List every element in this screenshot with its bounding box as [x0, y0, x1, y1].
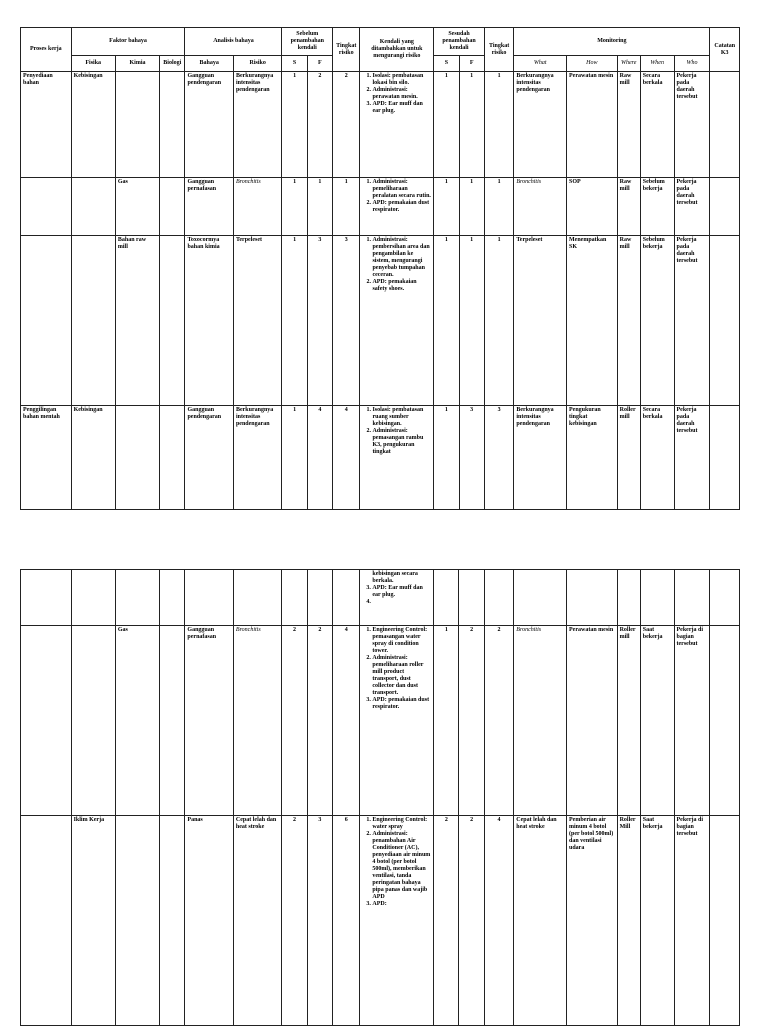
cell-proses: Penyediaan bahan	[21, 72, 72, 178]
cell-risiko: Berkurangnya intensitas pendengaran	[233, 72, 282, 178]
cell-bahaya: Gangguan pernafasan	[185, 178, 233, 236]
cell-kimia	[115, 406, 159, 510]
cell-t1: 1	[333, 178, 360, 236]
cell-bahaya: Toxocormya bahan kimia	[185, 236, 233, 406]
header-tingkat-risiko: Tingkat risiko	[333, 28, 360, 72]
kendali-item: 3. APD: Ear muff dan ear plug.	[372, 585, 431, 599]
cell-s1: 2	[282, 816, 307, 1026]
cell-kimia	[115, 72, 159, 178]
cell-proses	[21, 570, 72, 626]
cell-what: Bronchitis	[514, 178, 567, 236]
cell-proses	[21, 626, 72, 816]
cell-fisika: Kebisingan	[71, 72, 115, 178]
cell-catatan	[710, 570, 740, 626]
risk-table-page-2	[20, 569, 740, 1026]
cell-risiko: Bronchitis	[233, 626, 281, 816]
cell-t2	[484, 570, 514, 626]
cell-catatan	[710, 816, 740, 1026]
header-monitoring: Monitoring	[514, 28, 710, 56]
cell-t2: 4	[484, 816, 514, 1026]
cell-bahaya: Gangguan pendengaran	[185, 406, 233, 510]
cell-f2: 1	[459, 236, 484, 406]
cell-s2: 1	[434, 406, 459, 510]
cell-kendali	[360, 570, 434, 626]
cell-f1: 2	[307, 72, 332, 178]
cell-t2: 1	[484, 236, 514, 406]
header-sesudah: Sesudah penambahan kendali	[434, 28, 485, 56]
header-analisis-bahaya: Analisis bahaya	[185, 28, 282, 56]
header-how: How	[567, 56, 618, 72]
kendali-item: 2. Administrasi: perawatan mesin.	[372, 87, 431, 101]
kendali-item: 2. APD: pemakaian safety shoes.	[372, 279, 431, 293]
cell-what: Bronchitis	[514, 626, 567, 816]
table-row	[21, 236, 740, 406]
kendali-item: 1. Engineering Control: pemasangan water spray di condition tower.	[372, 627, 431, 655]
kendali-list	[362, 179, 431, 214]
cell-where: Roller mill	[617, 406, 640, 510]
cell-fisika	[71, 626, 115, 816]
kendali-list	[362, 407, 431, 456]
cell-catatan	[710, 626, 740, 816]
cell-t1: 4	[333, 406, 360, 510]
cell-what: Terpeleset	[514, 236, 567, 406]
kendali-item: 3. APD:	[372, 901, 431, 908]
kendali-item: 3. APD: Ear muff dan ear plug.	[372, 101, 431, 115]
kendali-item: 2. Administrasi: pemeliharaan roller mill product transport, dust collector dan dust transport.	[372, 655, 431, 697]
cell-fisika: Kebisingan	[71, 406, 115, 510]
cell-how: Perawatan mesin	[567, 72, 618, 178]
kendali-item: 2. Administrasi: pemasangan rambu K3, pengukuran tingkat	[372, 428, 431, 456]
cell-s2: 1	[434, 178, 459, 236]
cell-s2: 1	[434, 72, 459, 178]
cell-risiko: Berkurangnya intensitas pendengaran	[233, 406, 282, 510]
kendali-list	[362, 817, 431, 908]
header-s-2: S	[434, 56, 459, 72]
cell-fisika	[71, 570, 115, 626]
cell-fisika: Iklim Kerja	[71, 816, 115, 1026]
header-fisika: Fisika	[71, 56, 115, 72]
kendali-list	[362, 73, 431, 115]
cell-how: Menempatkan SK	[567, 236, 618, 406]
cell-t2: 1	[484, 72, 514, 178]
table-row	[21, 178, 740, 236]
cell-biologi	[160, 72, 185, 178]
kendali-item: 2. APD: pemakaian dust respirator.	[372, 200, 431, 214]
cell-t1: 2	[333, 72, 360, 178]
cell-what	[514, 570, 567, 626]
kendali-item: 3. APD: pemakaian dust respirator.	[372, 697, 431, 711]
header-tingkat-risiko-2: Tingkat risiko	[484, 28, 514, 72]
cell-s2: 1	[434, 236, 459, 406]
cell-how: SOP	[567, 178, 618, 236]
cell-risiko: Cepat lelah dan heat stroke	[233, 816, 281, 1026]
cell-t1: 3	[333, 236, 360, 406]
cell-kendali	[360, 626, 434, 816]
cell-who	[674, 570, 710, 626]
cell-when	[640, 570, 674, 626]
cell-when: Saat bekerja	[640, 816, 674, 1026]
cell-catatan	[710, 178, 740, 236]
cell-kimia	[115, 816, 159, 1026]
cell-catatan	[710, 236, 740, 406]
header-risiko: Risiko	[233, 56, 282, 72]
kendali-item: 1. Administrasi: pemeliharaan peralatan secara rutin.	[372, 179, 431, 200]
cell-where: Raw mill	[617, 72, 640, 178]
cell-f2: 1	[459, 178, 484, 236]
kendali-list	[362, 627, 431, 711]
cell-f2: 3	[459, 406, 484, 510]
cell-s2	[434, 570, 459, 626]
cell-how: Pemberian air minum 4 botol (per botol 500ml) dan ventilasi udara	[567, 816, 618, 1026]
header-who: Who	[674, 56, 710, 72]
cell-who: Pekerja pada daerah tersebut	[674, 236, 710, 406]
table-row	[21, 72, 740, 178]
header-when: When	[640, 56, 674, 72]
header-catatan: Catatan K3	[710, 28, 740, 72]
table-row	[21, 570, 740, 626]
cell-f1: 3	[307, 236, 332, 406]
cell-t2: 2	[484, 626, 514, 816]
cell-biologi	[160, 816, 185, 1026]
header-s: S	[282, 56, 307, 72]
kendali-item: 1. Isolasi: pembatasan ruang sumber kebisingan.	[372, 407, 431, 428]
cell-where: Raw mill	[617, 236, 640, 406]
cell-f2: 2	[459, 626, 484, 816]
header-kimia: Kimia	[115, 56, 159, 72]
cell-t1	[332, 570, 359, 626]
header-where: Where	[617, 56, 640, 72]
cell-f2: 2	[459, 816, 484, 1026]
cell-who: Pekerja di bagian tersebut	[674, 626, 710, 816]
kendali-item: 2. Administrasi: penambahan Air Conditioner (AC), penyediaan air minum 4 botol (per botol 500ml), memberikan ventilasi, tanda peringatan bahaya pipa panas dan wajib APD	[372, 831, 431, 901]
cell-s1	[282, 570, 307, 626]
cell-kimia: Gas	[115, 178, 159, 236]
cell-kimia	[115, 570, 159, 626]
risk-table-page-1	[20, 27, 740, 510]
cell-catatan	[710, 72, 740, 178]
cell-who: Pekerja pada daerah tersebut	[674, 72, 710, 178]
cell-f2	[459, 570, 484, 626]
cell-where: Raw mill	[617, 178, 640, 236]
cell-biologi	[160, 178, 185, 236]
cell-t2: 1	[484, 178, 514, 236]
cell-when: Sebelum bekerja	[640, 178, 674, 236]
cell-s1: 1	[282, 406, 307, 510]
cell-bahaya: Gangguan pendengaran	[185, 72, 233, 178]
header-bahaya: Bahaya	[185, 56, 233, 72]
header-f: F	[307, 56, 332, 72]
cell-s1: 1	[282, 236, 307, 406]
cell-f1: 4	[307, 406, 332, 510]
kendali-item: 1. Administrasi: pembersihan area dan pengambilan ke sistem, mengurangi penyebab tumpahan ceceran.	[372, 237, 431, 279]
cell-s1: 1	[282, 178, 307, 236]
cell-how: Perawatan mesin	[567, 626, 618, 816]
kendali-item: 1. Engineering Control: water spray	[372, 817, 431, 831]
cell-bahaya: Panas	[185, 816, 233, 1026]
cell-fisika	[71, 236, 115, 406]
cell-biologi	[160, 236, 185, 406]
cell-biologi	[160, 406, 185, 510]
cell-bahaya	[185, 570, 233, 626]
cell-t1: 6	[332, 816, 359, 1026]
cell-t1: 4	[332, 626, 359, 816]
cell-s1: 1	[282, 72, 307, 178]
cell-f1: 1	[307, 178, 332, 236]
cell-s2: 2	[434, 816, 459, 1026]
header-proses-kerja: Proses kerja	[21, 28, 72, 72]
kendali-continuation: kebisingan secara berkala.	[372, 571, 418, 584]
kendali-list	[362, 237, 431, 293]
cell-s1: 2	[282, 626, 307, 816]
cell-kendali	[360, 406, 434, 510]
cell-kendali	[360, 816, 434, 1026]
cell-proses	[21, 236, 72, 406]
cell-f1: 2	[307, 626, 332, 816]
cell-f1	[307, 570, 332, 626]
header-faktor-bahaya: Faktor bahaya	[71, 28, 185, 56]
cell-bahaya: Gangguan pernafasan	[185, 626, 233, 816]
cell-who: Pekerja pada daerah tersebut	[674, 178, 710, 236]
header-biologi: Biologi	[160, 56, 185, 72]
cell-risiko: Terpeleset	[233, 236, 282, 406]
cell-kendali	[360, 178, 434, 236]
cell-where: Roller Mill	[617, 816, 640, 1026]
cell-f1: 3	[307, 816, 332, 1026]
cell-proses	[21, 178, 72, 236]
cell-kimia: Bahan raw mill	[115, 236, 159, 406]
cell-proses: Penggilingan bahan mentah	[21, 406, 72, 510]
header-sebelum: Sebelum penambahan kendali	[282, 28, 333, 56]
cell-catatan	[710, 406, 740, 510]
cell-what: Cepat lelah dan heat stroke	[514, 816, 567, 1026]
cell-when: Sebelum bekerja	[640, 236, 674, 406]
cell-when: Secara berkala	[640, 406, 674, 510]
cell-when: Saat bekerja	[640, 626, 674, 816]
table-row	[21, 406, 740, 510]
cell-what: Berkurangnya intensitas pendengaran	[514, 406, 567, 510]
cell-who: Pekerja pada daerah tersebut	[674, 406, 710, 510]
cell-how	[567, 570, 618, 626]
cell-risiko: Bronchitis	[233, 178, 282, 236]
table-row	[21, 816, 740, 1026]
cell-kendali	[360, 72, 434, 178]
cell-kimia: Gas	[115, 626, 159, 816]
header-kendali: Kendali yang ditambahkan untuk mengurangi risiko	[360, 28, 434, 72]
cell-f2: 1	[459, 72, 484, 178]
cell-risiko	[233, 570, 281, 626]
cell-when: Secara berkala	[640, 72, 674, 178]
kendali-item: 1. Isolasi: pembatasan lokasi bin silo.	[372, 73, 431, 87]
header-f-2: F	[459, 56, 484, 72]
cell-where	[617, 570, 640, 626]
cell-proses	[21, 816, 72, 1026]
cell-s2: 1	[434, 626, 459, 816]
cell-biologi	[160, 626, 185, 816]
cell-who: Pekerja di bagian tersebut	[674, 816, 710, 1026]
cell-where: Roller mill	[617, 626, 640, 816]
table-row	[21, 626, 740, 816]
cell-t2: 3	[484, 406, 514, 510]
header-what: What	[514, 56, 567, 72]
kendali-item	[372, 599, 431, 606]
cell-kendali	[360, 236, 434, 406]
cell-fisika	[71, 178, 115, 236]
cell-biologi	[160, 570, 185, 626]
kendali-list	[362, 585, 431, 606]
cell-how: Pengukuran tingkat kebisingan	[567, 406, 618, 510]
cell-what: Berkurangnya intensitas pendengaran	[514, 72, 567, 178]
